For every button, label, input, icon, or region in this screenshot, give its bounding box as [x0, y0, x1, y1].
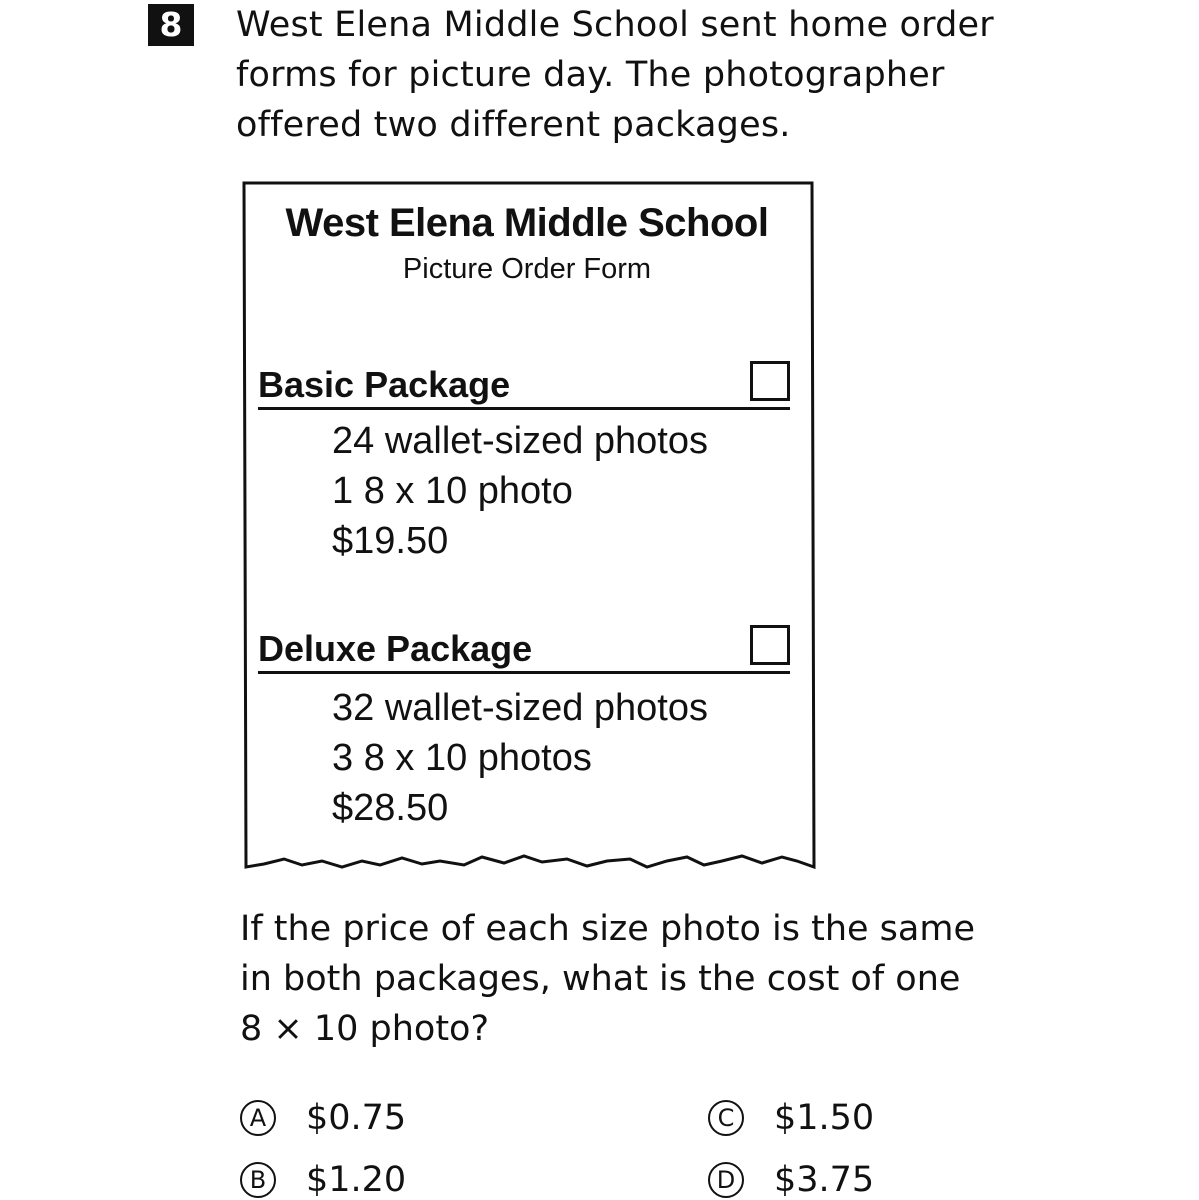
basic-package-name: Basic Package — [258, 364, 511, 405]
form-school-title: West Elena Middle School — [285, 201, 769, 245]
picture-order-form — [242, 181, 812, 871]
prompt-line: in both packages, what is the cost of one — [240, 959, 961, 999]
choice-value: $0.75 — [306, 1098, 407, 1138]
prompt-line: 8 × 10 photo? — [240, 1009, 490, 1049]
deluxe-package-line: 32 wallet-sized photos — [332, 687, 708, 729]
intro-line: offered two different packages. — [236, 105, 791, 145]
deluxe-package-line: 3 8 x 10 photos — [332, 737, 592, 779]
answer-choice-d[interactable] — [708, 1160, 874, 1200]
choice-value: $1.20 — [306, 1160, 407, 1200]
intro-line: forms for picture day. The photographer — [236, 55, 945, 95]
form-subtitle: Picture Order Form — [402, 253, 652, 285]
answer-choice-a[interactable] — [240, 1098, 406, 1138]
basic-package-checkbox[interactable] — [750, 361, 790, 401]
question-prompt — [240, 904, 1060, 1054]
prompt-line: If the price of each size photo is the same — [240, 909, 975, 949]
deluxe-package-name: Deluxe Package — [258, 628, 533, 669]
answer-choice-c[interactable] — [708, 1098, 874, 1138]
basic-package-header — [258, 357, 790, 410]
choice-value: $1.50 — [774, 1098, 875, 1138]
intro-line: West Elena Middle School sent home order — [236, 5, 994, 45]
choice-bubble[interactable]: D — [708, 1162, 744, 1198]
answer-choice-b[interactable] — [240, 1160, 406, 1200]
choice-value: $3.75 — [774, 1160, 875, 1200]
question-number: 8 — [148, 4, 194, 46]
deluxe-package-checkbox[interactable] — [750, 625, 790, 665]
choice-bubble[interactable]: C — [708, 1100, 744, 1136]
basic-package-line: 24 wallet-sized photos — [332, 420, 708, 462]
basic-package-price: $19.50 — [332, 520, 449, 562]
deluxe-package-header — [258, 621, 790, 674]
basic-package-line: 1 8 x 10 photo — [332, 470, 573, 512]
deluxe-package-price: $28.50 — [332, 787, 449, 829]
choice-bubble[interactable]: A — [240, 1100, 276, 1136]
question-intro — [236, 0, 1136, 150]
choice-bubble[interactable]: B — [240, 1162, 276, 1198]
